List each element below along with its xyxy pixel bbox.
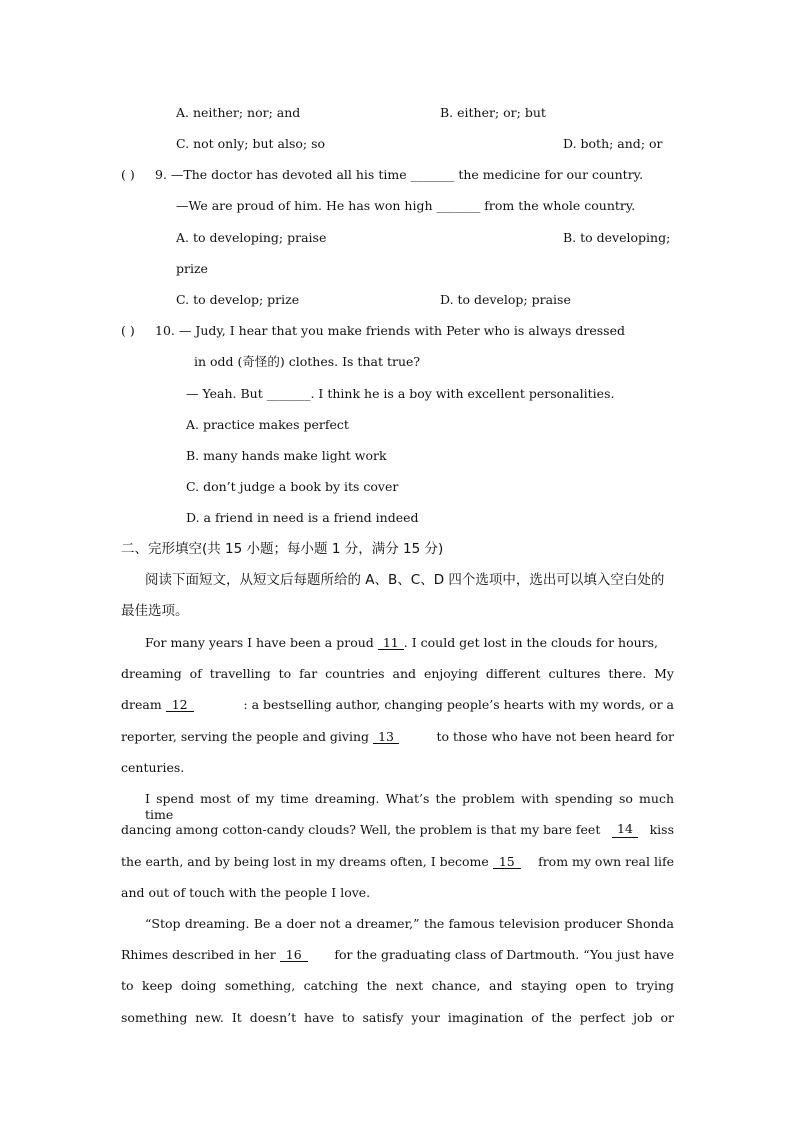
q10-stem: 10. — Judy, I hear that you make friends with Peter who is always dressed: [155, 323, 625, 338]
text-segment: [121, 854, 521, 870]
q9-option-d: D. to develop; praise: [440, 292, 571, 307]
q9-reply-post: from the whole country.: [484, 198, 636, 213]
passage-p1-line-4: [121, 729, 674, 745]
q9-blank-1: _______: [410, 167, 455, 182]
q9-option-b-continued: prize: [176, 261, 208, 276]
q9-stem-pre: 9. —The doctor has devoted all his time: [155, 167, 407, 182]
passage-p3-line-4: something new. It doesn’t have to satisfy your imagination of the perfect job or: [121, 1010, 674, 1025]
text-segment: kiss: [649, 822, 674, 837]
text-segment: dancing among cotton-candy clouds? Well, the problem is that my bare feet: [121, 822, 601, 837]
blank-13: 13: [373, 730, 399, 744]
q9-answer-paren: ( ): [121, 167, 135, 182]
q8-option-a: A. neither; nor; and: [176, 105, 301, 120]
text-segment: [121, 729, 399, 745]
text-segment: : a bestselling author, changing people’s hearts with my words, or a: [243, 697, 674, 712]
q10-option-a: A. practice makes perfect: [186, 417, 349, 432]
q10-stem-continued: in odd (奇怪的) clothes. Is that true?: [194, 354, 421, 369]
passage-p2-line-4: and out of touch with the people I love.: [121, 885, 371, 900]
text-segment: to those who have not been heard for: [436, 729, 674, 744]
q9-reply: [176, 198, 635, 214]
blank-16: 16: [280, 948, 308, 962]
q9-option-b: B. to developing;: [563, 230, 671, 245]
text-segment: from my own real life: [538, 854, 674, 869]
q9-stem-post: the medicine for our country.: [458, 167, 644, 182]
text-segment: [121, 697, 194, 713]
q8-option-d: D. both; and; or: [563, 136, 663, 151]
text-segment: dream: [121, 697, 162, 712]
q9-reply-pre: —We are proud of him. He has won high: [176, 198, 433, 213]
q10-option-c: C. don’t judge a book by its cover: [186, 479, 399, 494]
q10-answer-paren: ( ): [121, 323, 135, 338]
blank-14: 14: [612, 822, 638, 838]
q9-stem: [155, 167, 643, 183]
q10-reply: [186, 386, 614, 402]
q10-reply-post: . I think he is a boy with excellent personalities.: [310, 386, 615, 401]
text-segment: . I could get lost in the clouds for hours,: [403, 635, 659, 650]
section-instruction-line-1: 阅读下面短文，从短文后每题所给的 A、B、C、D 四个选项中，选出可以填入空白处的: [145, 572, 665, 588]
q9-blank-2: _______: [436, 198, 481, 213]
passage-p1-line-1: [145, 635, 658, 651]
q9-option-a: A. to developing; praise: [176, 230, 327, 245]
passage-p3-line-1: “Stop dreaming. Be a doer not a dreamer,” the famous television producer Shonda: [145, 916, 674, 931]
passage-p1-line-5: centuries.: [121, 760, 185, 775]
q9-option-c: C. to develop; prize: [176, 292, 300, 307]
q10-reply-pre: — Yeah. But: [186, 386, 263, 401]
q8-option-c: C. not only; but also; so: [176, 136, 326, 151]
passage-p3-line-2: [121, 947, 674, 963]
passage-p2-line-3: [121, 854, 674, 870]
q10-option-d: D. a friend in need is a friend indeed: [186, 510, 419, 525]
text-segment: [121, 947, 308, 963]
passage-p1-line-3: [121, 697, 674, 713]
q10-reply-blank: _______: [266, 386, 311, 401]
blank-12: 12: [166, 698, 194, 712]
text-segment: For many years I have been a proud: [145, 635, 374, 650]
text-segment: the earth, and by being lost in my dreams often, I become: [121, 854, 489, 869]
q10-option-b: B. many hands make light work: [186, 448, 387, 463]
blank-15: 15: [493, 855, 521, 869]
text-segment: reporter, serving the people and giving: [121, 729, 370, 744]
passage-p2-line-2: [121, 822, 674, 838]
blank-11: 11: [378, 636, 404, 650]
q8-option-b: B. either; or; but: [440, 105, 546, 120]
section-instruction-line-2: 最佳选项。: [121, 603, 189, 619]
text-segment: Rhimes described in her: [121, 947, 276, 962]
passage-p2-line-1: I spend most of my time dreaming. What’s the problem with spending so much time: [145, 791, 674, 822]
text-segment: for the graduating class of Dartmouth. “You just have: [334, 947, 674, 962]
passage-p1-line-2: dreaming of travelling to far countries and enjoying different cultures there. My: [121, 666, 674, 681]
passage-p3-line-3: to keep doing something, catching the next chance, and staying open to trying: [121, 978, 674, 993]
section-heading: 二、完形填空(共 15 小题；每小题 1 分，满分 15 分): [121, 541, 444, 557]
